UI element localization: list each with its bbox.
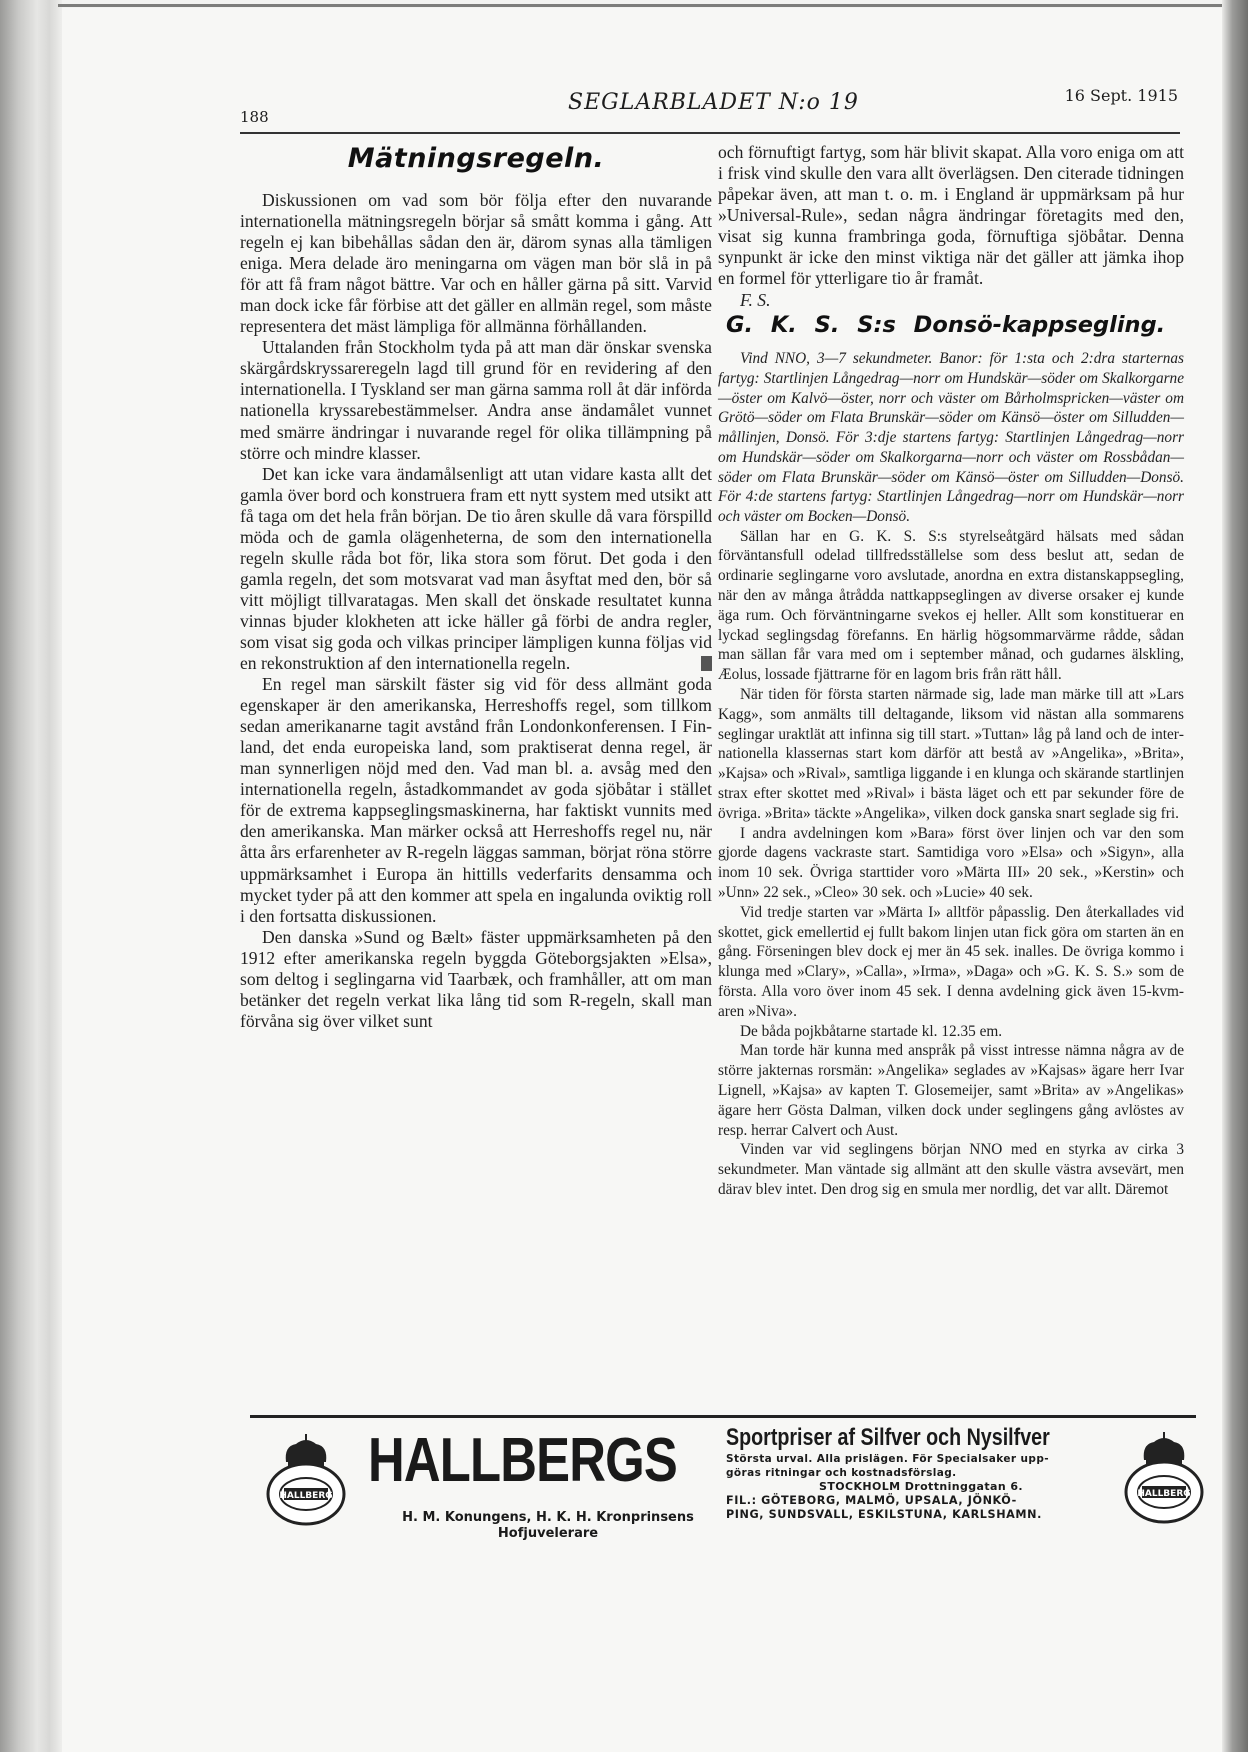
author-signature: F. S. [740, 290, 771, 311]
brand-name: HALLBERGS [368, 1426, 677, 1495]
paragraph: Uttalanden från Stockholm tyda på att man där önskar svenska skärgårdskryssareregeln lagd till grund för en revidering af den internationella. I Tyskland ser man gärna samma roll åt där införda nationella kryssarebestämmelser. Andra anse ändamålet vunnet med smärre ändringar i nuvarande regel för olika tillämpning på större och mindre klasser. [240, 337, 712, 463]
issue-date: 16 Sept. 1915 [1064, 86, 1178, 105]
page-top-edge [58, 4, 1228, 7]
paragraph [240, 464, 712, 674]
article-title: G. K. S. S:s Donsö-kappsegling. [726, 312, 1166, 339]
svg-text:HALLBERG: HALLBERG [279, 1491, 333, 1501]
ad-line: göras ritningar och kostnadsförslag. [726, 1467, 957, 1479]
paragraph: Sällan har en G. K. S. S:s styrelseåtgärd hälsats med sådan förväntansfull odelad tillfredsställelse som dess beslut att, sedan de ordinarie seglingarne voro avslutade, anordna en extra distanskappsegling, när den av många åtrådda nattkappseglingen av diverse orsaker ej kunde äga rum. Och förväntningarne svekos ej heller. Allt som konstituerar en lyckad seglingsdag förefanns. En härlig högsommarvärme rådde, sådan man sällan får vara med om i september månad, och gudarnes älskling, Æolus, lossade fjättrarne för en lagom bris från rätt håll. [718, 527, 1184, 684]
royal-warrant-seal-icon [1122, 1430, 1206, 1526]
paragraph: I andra avdelningen kom »Bara» först över linjen och var den som gjorde dagens vackraste start. Samtidiga voro »Elsa» och »Sigyn», alla inom 10 sek. Övriga starttider voro »Märta III» 20 sek., »Kerstin» och »Unn» 22 sek., »Cleo» 30 sek. och »Lucie» 40 sek. [718, 824, 1184, 901]
course-description: Vind NNO, 3—7 sekundmeter. Banor: för 1:sta och 2:dra starternas fartyg: Startlinjen Långedrag—norr om Hundskär—söder om Skalkorgarne—öster om Kalvö—öster, norr och väster om Bårholmspricken—väster om Grötö—söder om Flata Brunskär—söder om Känsö—öster om Silludden—mållinjen, Donsö. För 3:dje startens fartyg: Startlinjen Långedrag—norr om Hundskär—söder om Skalkorgarna—norr och väster om Rossbådan—söder om Flata Brunskär—söder om Känsö—öster om Silludden—Donsö. För 4:de startens fartyg: Startlinjen Långedrag—norr om Hundskär—norr och väster om Bocken—Donsö. [718, 350, 1184, 525]
ad-address: STOCKHOLM Drottninggatan 6. [819, 1480, 1023, 1493]
paragraph: Man torde här kunna med anspråk på visst intresse nämna några av de större jakternas rorsmän: »Angelika» seglades av »Kajsas» ägare herr Ivar Lignell, »Kajsa» av kapten T. Glosemeijer, samt »Brita» av »Angelikas» ägare herr Gösta Dalman, vilken dock under seglingens gång avlöstes av resp. herrar Calvert och Aust. [718, 1042, 1184, 1139]
running-header [240, 84, 1182, 124]
paragraph: Vid tredje starten var »Märta I» alltför påpasslig. Den återkallades vid skottet, gick emellertid ej fullt bakom linjen utan fick göra om starten än en gång. Förseningen blev dock ej mer än 45 sek. inalles. De övriga kommo i klunga med »Clary», »Calla», »Irma», »Daga» och »G. K. S. S.» som de första. Alla voro över inom 45 sek. I denna avdelning gick även 15-kvm-aren »Niva». [718, 903, 1184, 1020]
ad-branches: FIL.: GÖTEBORG, MALMÖ, UPSALA, JÖNKÖ- [726, 1494, 1017, 1507]
ad-branches: PING, SUNDSVALL, ESKILSTUNA, KARLSHAMN. [726, 1508, 1042, 1521]
ad-headline: Sportpriser af Silfver och Nysilfver [726, 1424, 1050, 1451]
appointment-title: Hofjuvelerare [497, 1526, 599, 1541]
page-number: 188 [240, 108, 269, 126]
ad-details [726, 1424, 1116, 1522]
advertisement [250, 1420, 1196, 1560]
book-fore-edge [1222, 0, 1248, 1752]
paragraph: De båda pojkbåtarne startade kl. 12.35 em. [740, 1022, 1003, 1040]
paragraph: Den danska »Sund og Bælt» fäster uppmärksamheten på den 1912 efter amerikanska regeln byggda Göteborgsjakten »Elsa», som deltog i seglingarna vid Taarbæk, och framhåller, att om man betänker det regeln verkat lika lång tid som R-regeln, skall man förvåna sig över vilket sunt [240, 926, 712, 1031]
paragraph: När tiden för första starten närmade sig, lade man märke till att »Lars Kagg», som anmälts till deltagande, liksom vid nästan alla sommarens seglingar uraktlät att infinna sig till start. »Tuttan» låg på land och de internationella klassernas start kom därför att bestå av »Angelika», »Brita», »Kajsa» och »Rival», samtliga liggande i en klunga och skärande startlinjen strax efter skottet med »Rival» i bästa läget och ett par sekunder före de övriga. »Brita» täckte »Angelika», vilken dock ganska snart seglade sig fri. [718, 686, 1184, 822]
royal-warrant-seal-icon [264, 1432, 348, 1528]
article-title: Mätningsregeln. [347, 143, 605, 174]
right-column [718, 142, 1184, 1200]
brand-appointment [368, 1510, 728, 1542]
paragraph: Vinden var vid seglingens början NNO med en styrka av cirka 3 sekundmeter. Man väntade sig allmänt att den skulle västra avsevärt, men därav blev intet. Den drog sig en smula mer nordlig, det var allt. Däremot [718, 1141, 1184, 1198]
paragraph-continuation: och förnuftigt fartyg, som här blivit skapat. Alla voro eniga om att i frisk vind skulle den vara allt överlägsen. Den citerade tidningen påpekar även, att man t. o. m. i England är uppmärksam på hur »Universal-Rule», sedan några ändringar företagits med den, visat sig kunna frambringa goda, förnuftiga sjöbåtar. Denna synpunkt är icke den minst viktiga när det gäller att jämka ihop en formel för ytterligare tio år framåt. [718, 142, 1184, 289]
left-column [240, 142, 712, 1032]
paragraph: En regel man särskilt fäster sig vid för dess allmänt goda egenskaper är den amerikanska, Herreshoffs regel, som tillkom sedan amerikanarne tagit avstånd från Londonkonferensen. I Finland, det enda europeiska land, som praktiserat denna regel, är man synnerligen nöjd med den. Vad man bl. a. avsåg med den internationella regeln, åstadkommandet av goda sjöbåtar i stället för de extrema kappseglingsmaskinerna, har faktiskt vunnits med den amerikanska. Man märker också att Herreshoffs regel nu, när åtta års erfarenheter av R-regeln läggas samman, börjat röna större uppmärksamhet i Europa än hittills vederfarits densamma och mycket tyder på att den kommer att spela en ingalunda oviktig roll i den fortsatta diskussionen. [240, 674, 712, 926]
advertisement-rule [250, 1415, 1196, 1418]
paragraph: Diskussionen om vad som bör följa efter den nuvarande internationella mätningsregeln börjar så smått komma i gång. Att regeln ej kan bibehållas sådan den är, därom synas alla tämligen eniga. Mera delade äro meningarna om vägen man bör slå in på för att få fram något bättre. Var och en håller gärna på sitt. Varvid man dock icke får förbise att det gäller en allmän regel, som måste representera det mäst lämpliga för allmänna förhållanden. [240, 190, 712, 337]
appointment-line: H. M. Konungens, H. K. H. Kronprinsens [402, 1510, 694, 1525]
header-rule [240, 132, 1180, 134]
svg-text:HALLBERG: HALLBERG [1137, 1489, 1191, 1499]
book-spine-edge [0, 0, 62, 1752]
paragraph-text: Det kan icke vara ändamålsenligt att utan vidare kasta allt det gamla över bord och konstruera fram ett nytt system med utsikt att få taga om det hela från början. De tio åren skulle då vara förspilld möda och de gamla olägenheterna, de som den internationella regeln skulle råda bot för, lika stora som förut. Det goda i den gamla regeln, det som motsvarat vad man åsyftat med den, bör så vitt möjligt tillvaratagas. Men skall det önskade resultatet kunna vinnas bjuder klokheten att icke häller gå förbi de andra regler, som visat sig goda och vilkas principer lämpligen kunna följas vid en rekonstruktion af den internationella regeln. [240, 463, 712, 674]
journal-title: SEGLARBLADET N:o 19 [568, 90, 859, 115]
ornament-icon [701, 656, 712, 671]
ad-line: Största urval. Alla prislägen. För Specialsaker upp- [726, 1453, 1050, 1465]
